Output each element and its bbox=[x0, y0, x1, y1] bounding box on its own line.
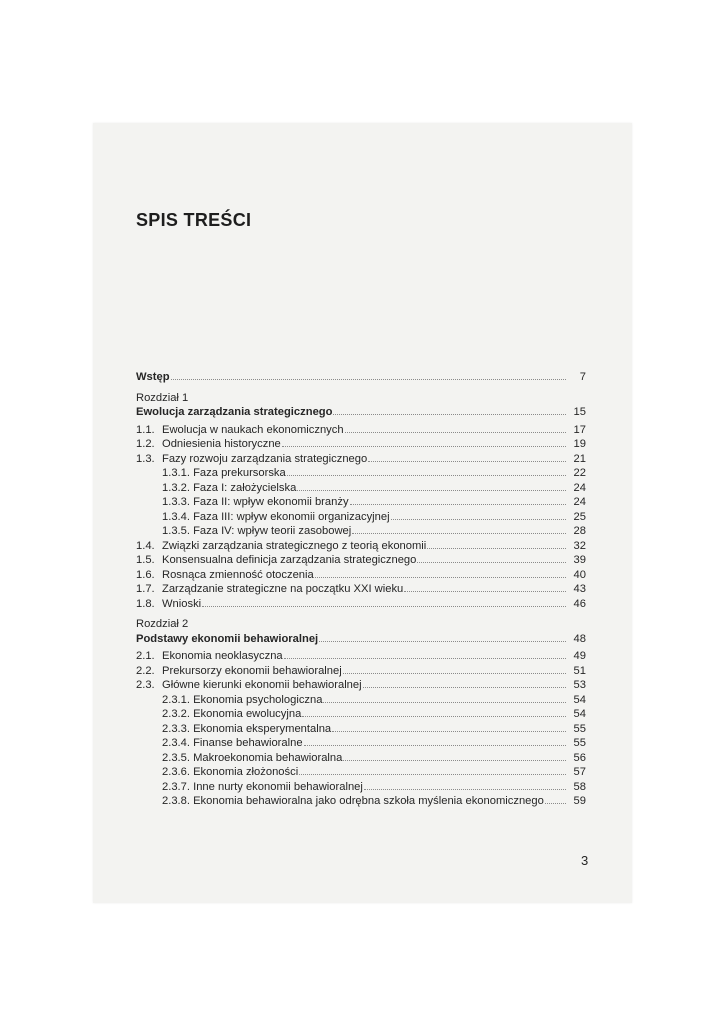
toc-entry bbox=[136, 722, 586, 737]
toc-entry-text: Główne kierunki ekonomii behawioralnej bbox=[162, 679, 362, 691]
toc-entry-page: 7 bbox=[579, 371, 586, 383]
toc-entry-text: Rosnąca zmienność otoczenia bbox=[162, 568, 314, 581]
toc-entry bbox=[136, 693, 586, 708]
toc-entry-text: 2.3.1. Ekonomia psychologiczna bbox=[162, 693, 323, 706]
toc-entry-number: 2.1. bbox=[136, 650, 155, 662]
dot-leader bbox=[545, 802, 566, 804]
toc-entry-number: 1.6. bbox=[136, 568, 155, 581]
toc-entry bbox=[136, 423, 586, 438]
toc-entry-page: 24 bbox=[573, 496, 586, 508]
dot-leader bbox=[345, 431, 566, 433]
toc-entry-text: Ewolucja w naukach ekonomicznych bbox=[162, 423, 344, 436]
dot-leader bbox=[287, 474, 566, 476]
toc-entry bbox=[136, 510, 586, 525]
dot-leader bbox=[352, 532, 566, 534]
toc-entry-text: Fazy rozwoju zarządzania strategicznego bbox=[162, 452, 368, 465]
dot-leader bbox=[284, 657, 566, 659]
dot-leader bbox=[350, 503, 566, 505]
toc-entry-page: 56 bbox=[573, 751, 586, 764]
toc-entry-text: 1.3.4. Faza III: wpływ ekonomii organizacyjnej bbox=[162, 510, 390, 523]
chapter-title-entry bbox=[136, 405, 586, 420]
toc-entry-text: 1.3.5. Faza IV: wpływ teorii zasobowej bbox=[162, 525, 352, 537]
chapter-title: Podstawy ekonomii behawioralnej bbox=[136, 632, 319, 645]
toc-entry-text: 2.3.8. Ekonomia behawioralna jako odrębna szkoła myślenia ekonomicznego bbox=[162, 795, 544, 807]
chapter-title: Ewolucja zarządzania strategicznego bbox=[136, 406, 333, 418]
toc-entry-text: Związki zarządzania strategicznego z teorią ekonomii bbox=[162, 539, 427, 552]
dot-leader bbox=[343, 759, 566, 761]
toc-entry bbox=[136, 780, 586, 795]
toc-entry-page: 51 bbox=[573, 664, 586, 677]
toc-entry bbox=[136, 707, 586, 722]
toc-entry-page: 19 bbox=[573, 438, 586, 450]
toc-entry bbox=[136, 678, 586, 693]
dot-leader bbox=[363, 686, 566, 688]
toc-entry-page: 28 bbox=[573, 525, 586, 537]
toc-entry-text: 1.3.2. Faza I: założycielska bbox=[162, 481, 297, 494]
toc-entry-text: Odniesienia historyczne bbox=[162, 438, 281, 450]
toc-entry bbox=[136, 437, 586, 452]
toc-entry-page: 24 bbox=[573, 481, 586, 494]
toc-entry bbox=[136, 553, 586, 568]
toc-entry-page: 55 bbox=[573, 737, 586, 749]
chapter-label: Rozdział 2 bbox=[136, 618, 189, 630]
dot-leader bbox=[304, 744, 566, 746]
dot-leader bbox=[315, 576, 566, 578]
chapter-1-entries bbox=[136, 423, 586, 612]
dot-leader bbox=[171, 378, 566, 380]
toc-entry-text: Wnioski bbox=[162, 597, 202, 610]
toc-entry-number: 2.2. bbox=[136, 664, 155, 677]
toc-entry-page: 49 bbox=[573, 650, 586, 662]
toc-entry-page: 21 bbox=[573, 452, 586, 465]
toc-entry bbox=[136, 736, 586, 751]
toc-entry bbox=[136, 751, 586, 766]
dot-leader bbox=[282, 445, 566, 447]
table-of-contents bbox=[136, 370, 586, 809]
toc-entry-intro bbox=[136, 370, 586, 385]
toc-entry-page: 59 bbox=[573, 795, 586, 807]
book-page bbox=[93, 123, 632, 903]
toc-entry-text: Zarządzanie strategiczne na początku XXI wieku bbox=[162, 583, 404, 595]
dot-leader bbox=[368, 460, 566, 462]
toc-entry-number: 1.3. bbox=[136, 452, 155, 465]
toc-entry-number: 1.8. bbox=[136, 597, 155, 610]
toc-entry-page: 53 bbox=[573, 679, 586, 691]
toc-entry-text: 2.3.2. Ekonomia ewolucyjna bbox=[162, 708, 302, 720]
toc-entry bbox=[136, 649, 586, 664]
toc-entry-page: 39 bbox=[573, 554, 586, 566]
toc-entry-text: Konsensualna definicja zarządzania strategicznego bbox=[162, 554, 417, 566]
toc-entry bbox=[136, 765, 586, 780]
toc-entry-page: 58 bbox=[573, 780, 586, 793]
toc-entry bbox=[136, 466, 586, 481]
chapter-2-entries bbox=[136, 649, 586, 809]
toc-entry-text: Wstęp bbox=[136, 371, 170, 383]
dot-leader bbox=[343, 672, 566, 674]
toc-entry-text: Prekursorzy ekonomii behawioralnej bbox=[162, 664, 342, 677]
dot-leader bbox=[202, 605, 566, 607]
chapter-label: Rozdział 1 bbox=[136, 391, 189, 404]
dot-leader bbox=[333, 413, 566, 415]
dot-leader bbox=[332, 730, 566, 732]
toc-entry bbox=[136, 452, 586, 467]
dot-leader bbox=[391, 518, 566, 520]
page-title: SPIS TREŚCI bbox=[136, 210, 252, 230]
dot-leader bbox=[302, 715, 566, 717]
toc-entry-page: 46 bbox=[573, 597, 586, 610]
toc-entry bbox=[136, 524, 586, 539]
toc-entry-text: 2.3.7. Inne nurty ekonomii behawioralnej bbox=[162, 780, 363, 793]
toc-entry-page: 43 bbox=[573, 583, 586, 595]
toc-entry-number: 1.2. bbox=[136, 438, 155, 450]
toc-entry bbox=[136, 582, 586, 597]
toc-entry-page: 54 bbox=[573, 708, 586, 720]
dot-leader bbox=[364, 788, 566, 790]
chapter-title-entry bbox=[136, 632, 586, 647]
toc-entry-page: 55 bbox=[573, 722, 586, 735]
toc-entry-number: 1.7. bbox=[136, 583, 155, 595]
toc-entry bbox=[136, 794, 586, 809]
toc-entry-number: 1.5. bbox=[136, 554, 155, 566]
toc-entry-text: 1.3.3. Faza II: wpływ ekonomii branży bbox=[162, 496, 349, 508]
dot-leader bbox=[427, 547, 566, 549]
toc-entry bbox=[136, 495, 586, 510]
toc-entry-page: 48 bbox=[573, 632, 586, 645]
toc-entry-text: 2.3.6. Ekonomia złożoności bbox=[162, 766, 299, 778]
toc-entry-page: 54 bbox=[573, 693, 586, 706]
toc-entry bbox=[136, 539, 586, 554]
dot-leader bbox=[319, 640, 566, 642]
toc-entry-text: Ekonomia neoklasyczna bbox=[162, 650, 283, 662]
toc-entry bbox=[136, 481, 586, 496]
dot-leader bbox=[323, 701, 566, 703]
toc-entry bbox=[136, 664, 586, 679]
toc-entry-page: 57 bbox=[573, 766, 586, 778]
toc-entry-page: 22 bbox=[573, 467, 586, 479]
page-number: 3 bbox=[581, 853, 589, 868]
toc-entry-number: 2.3. bbox=[136, 679, 155, 691]
toc-entry-page: 32 bbox=[573, 539, 586, 552]
toc-entry-page: 25 bbox=[573, 510, 586, 523]
toc-entry-text: 2.3.3. Ekonomia eksperymentalna bbox=[162, 722, 332, 735]
toc-entry-text: 2.3.4. Finanse behawioralne bbox=[162, 737, 303, 749]
toc-entry-number: 1.1. bbox=[136, 423, 155, 436]
toc-entry-page: 15 bbox=[573, 406, 586, 418]
toc-entry bbox=[136, 568, 586, 583]
dot-leader bbox=[297, 489, 566, 491]
toc-entry-text: 1.3.1. Faza prekursorska bbox=[162, 467, 286, 479]
dot-leader bbox=[404, 590, 566, 592]
toc-entry-number: 1.4. bbox=[136, 539, 155, 552]
toc-entry-text: 2.3.5. Makroekonomia behawioralna bbox=[162, 751, 343, 764]
toc-entry-page: 17 bbox=[573, 423, 586, 436]
toc-entry bbox=[136, 597, 586, 612]
dot-leader bbox=[417, 561, 566, 563]
dot-leader bbox=[299, 773, 566, 775]
toc-entry-page: 40 bbox=[573, 568, 586, 581]
